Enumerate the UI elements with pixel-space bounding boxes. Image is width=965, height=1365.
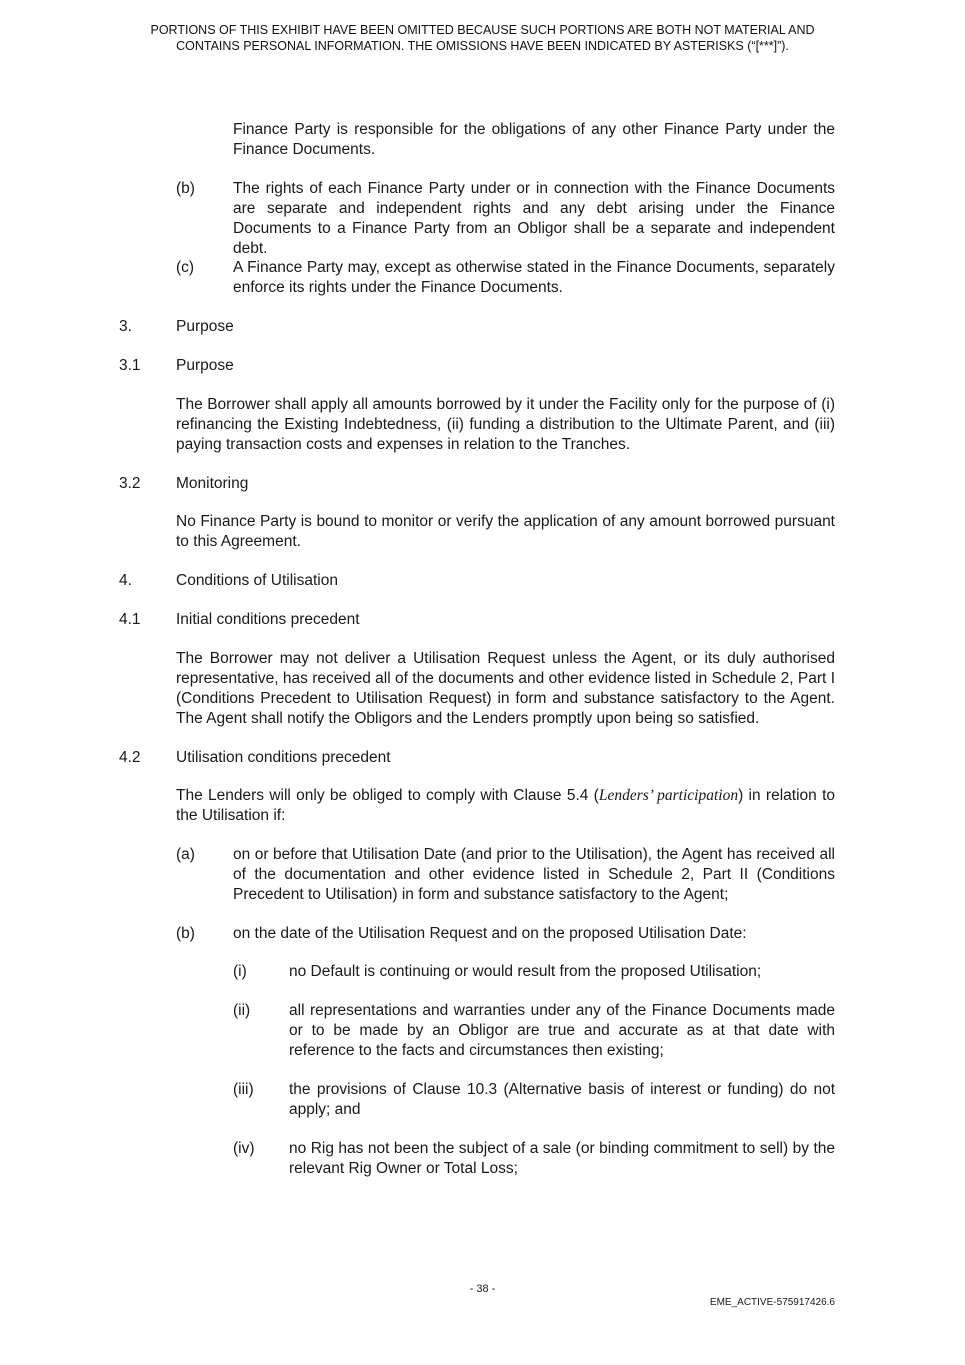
section-4-2-title: Utilisation conditions precedent [176,749,391,766]
section-4-1-number: 4.1 [119,611,141,628]
omission-notice-header [120,22,845,54]
clause-label-c: (c) [176,259,195,276]
intro-text-italic: Lenders’ participation [598,787,739,804]
intro-text-before: The Lenders will only be obliged to comply with Clause 5.4 ( [176,787,599,804]
section-3-1-title: Purpose [176,357,234,374]
sub-condition-label-i: (i) [233,963,247,980]
sub-condition-iv-text: no Rig has not been the subject of a sale (or binding commitment to sell) by the relevant Rig Owner or Total Loss; [289,1140,835,1177]
section-3-1-text: The Borrower shall apply all amounts borrowed by it under the Facility only for the purpose of (i) refinancing the Existing Indebtedness, (ii) funding a distribution to the Ultimate Parent, and (iii) paying transaction costs and expenses in relation to the Tranches. [176,396,835,453]
section-4-2-number: 4.2 [119,749,141,766]
clause-label-b: (b) [176,180,195,197]
sub-condition-ii-text: all representations and warranties under any of the Finance Documents made or to be made by an Obligor are true and accurate as at that date with reference to the facts and circumstances then existing; [289,1002,835,1059]
sub-condition-label-iv: (iv) [233,1140,255,1157]
sub-condition-label-iii: (iii) [233,1081,254,1098]
section-3-2-number: 3.2 [119,475,141,492]
sub-condition-iii-text: the provisions of Clause 10.3 (Alternative basis of interest or funding) do not apply; and [289,1081,835,1118]
header-line-1: PORTIONS OF THIS EXHIBIT HAVE BEEN OMITTED BECAUSE SUCH PORTIONS ARE BOTH NOT MATERIAL AND [150,23,815,37]
condition-a-text: on or before that Utilisation Date (and prior to the Utilisation), the Agent has received all of the documentation and other evidence listed in Schedule 2, Part II (Conditions Precedent to Utilisation) in form and substance satisfactory to the Agent; [233,846,835,903]
section-4-1-text: The Borrower may not deliver a Utilisation Request unless the Agent, or its duly authorised representative, has received all of the documents and other evidence listed in Schedule 2, Part I (Conditions Precedent to Utilisation Request) in form and substance satisfactory to the Agent. The Agent shall notify the Obligors and the Lenders promptly upon being so satisfied. [176,650,835,727]
section-3-1-number: 3.1 [119,357,141,374]
condition-label-b: (b) [176,925,195,942]
section-3-number: 3. [119,318,132,335]
document-id: EME_ACTIVE-575917426.6 [709,1297,835,1308]
page-number: - 38 - [469,1283,496,1295]
section-4-title: Conditions of Utilisation [176,572,338,589]
section-3-2-title: Monitoring [176,475,249,492]
header-line-2: CONTAINS PERSONAL INFORMATION. THE OMISSIONS HAVE BEEN INDICATED BY ASTERISKS (“[***]”). [176,39,789,53]
section-4-2-intro [176,786,835,826]
section-3-2-text: No Finance Party is bound to monitor or verify the application of any amount borrowed pursuant to this Agreement. [176,513,835,550]
condition-label-a: (a) [176,846,195,863]
section-3-title: Purpose [176,318,234,335]
section-4-1-title: Initial conditions precedent [176,611,360,628]
sub-condition-label-ii: (ii) [233,1002,251,1019]
intro-text-after: ) in relation to the Utilisation if: [176,787,835,824]
clause-b-text: The rights of each Finance Party under or in connection with the Finance Documents are separate and independent rights and any debt arising under the Finance Documents to a Finance Party from an Obligor shall be a separate and independent debt. [233,180,835,257]
clause-c-text: A Finance Party may, except as otherwise stated in the Finance Documents, separately enforce its rights under the Finance Documents. [233,259,835,296]
condition-b-text: on the date of the Utilisation Request and on the proposed Utilisation Date: [233,925,747,942]
continued-paragraph: Finance Party is responsible for the obligations of any other Finance Party under the Finance Documents. [233,121,835,158]
section-4-number: 4. [119,572,132,589]
sub-condition-i-text: no Default is continuing or would result from the proposed Utilisation; [289,963,762,980]
